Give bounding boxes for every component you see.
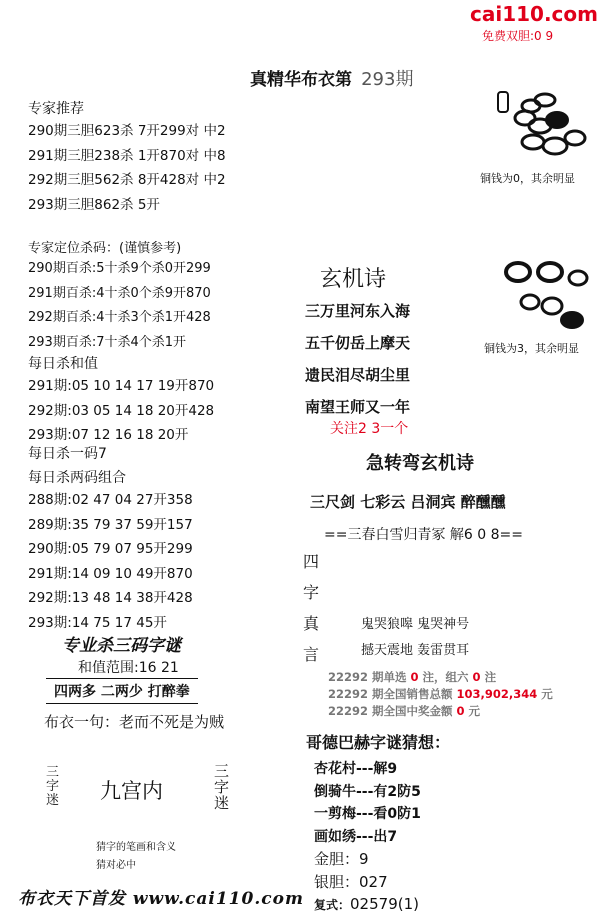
stats-text: 22292 期全国中奖金额 (328, 704, 457, 718)
riddle3-title: 专业杀三码字谜 (62, 636, 181, 656)
label-char: 真 (303, 614, 320, 633)
stats-value: 0 (456, 704, 465, 718)
list-item: 291期三胆238杀 1开870对 中8 (28, 147, 226, 164)
list-item: 291期:14 09 10 49开870 (28, 565, 193, 582)
poem-lines (305, 295, 410, 423)
list-item: 288期:02 47 04 27开358 (28, 492, 193, 508)
turn-title: 急转弯玄机诗 (366, 453, 474, 474)
left-riddle-label (46, 766, 60, 808)
list-item: 倒骑牛---有2防5 (314, 783, 421, 800)
list-item: 289期:35 79 37 59开157 (28, 516, 193, 533)
poem-follow: 关注2 3一个 (330, 421, 409, 437)
list-item: 画如绣---出7 (314, 828, 398, 845)
label-char: 字 (214, 778, 230, 796)
list-item: 290期:05 79 07 95开299 (28, 541, 193, 557)
stats-value: 103,902,344 (456, 687, 538, 701)
daily-one-heading: 每日杀一码7 (28, 446, 107, 462)
stats-text: 元 (464, 704, 481, 718)
combo-label: 复式： (314, 898, 351, 912)
list-item: 293期:14 75 17 45开 (28, 614, 167, 631)
list-item: 292期:13 48 14 38开428 (28, 590, 193, 606)
poem-line: 南望王师又一年 (305, 398, 411, 416)
poem-title: 玄机诗 (320, 267, 387, 292)
ninegrid-note1: 猜字的笔画和含义 (96, 842, 176, 853)
daily-pair-list (28, 488, 193, 635)
coins-image-top (495, 82, 590, 162)
list-item: 291期:05 10 14 17 19开870 (28, 378, 215, 394)
four-phrase-1: 鬼哭狼嗥 鬼哭神号 (361, 617, 470, 632)
label-char: 三 (46, 765, 60, 780)
coin-caption-1: 铜钱为0，其余明显 (480, 172, 575, 185)
stats-text: 22292 期单选 (328, 670, 411, 684)
list-item: 292期三胆562杀 8开428对 中2 (28, 172, 226, 188)
label-char: 迷 (214, 794, 230, 812)
coins-image-bottom (500, 260, 590, 335)
gold-pick: 金胆：9 (314, 850, 369, 868)
gede-title: 哥德巴赫字谜猜想： (306, 733, 451, 752)
list-item: 292期百杀:4十杀3个杀1开428 (28, 310, 211, 325)
stats-text: 22292 期全国销售总额 (328, 687, 457, 701)
ninegrid-note2: 猜对必中 (96, 860, 136, 871)
stats-line-2 (328, 686, 553, 702)
label-char: 四 (303, 552, 320, 571)
footer-text: 布衣天下首发 www.cai110.com (18, 889, 304, 909)
label-char: 迷 (46, 793, 60, 808)
gede-list (314, 758, 421, 917)
daily-sum-heading: 每日杀和值 (28, 356, 98, 372)
stats-text: 注 (480, 670, 497, 684)
buyi-saying: 布衣一句：老而不死是为贼 (44, 713, 225, 731)
list-item: 290期三胆623杀 7开299对 中2 (28, 123, 226, 139)
ninegrid-main: 九宫内 (100, 779, 163, 803)
turn-line-1: 三尺剑 七彩云 吕洞宾 醉醺醺 (310, 493, 506, 511)
coin-caption-2: 铜钱为3，其余明显 (484, 342, 579, 355)
label-char: 字 (303, 583, 320, 602)
site-tagline: 免费双胆:0 9 (482, 29, 554, 43)
list-item: 293期百杀:7十杀4个杀1开 (28, 334, 187, 350)
list-item: 293期三胆862杀 5开 (28, 196, 160, 213)
list-item: 290期百杀:5十杀9个杀0开299 (28, 261, 211, 276)
poem-line: 三万里河东入海 (305, 302, 411, 320)
combo-pick (314, 893, 421, 917)
list-item: 293期:07 12 16 18 20开 (28, 427, 189, 443)
issue-number: 293期 (361, 69, 414, 90)
title-text: 真精华布衣第 (250, 70, 352, 90)
list-item: 一剪梅---看0防1 (314, 806, 421, 822)
right-riddle-label (214, 763, 230, 811)
riddle3-hint: 四两多 二两少 打醉拳 (46, 678, 198, 704)
label-char: 言 (303, 645, 320, 664)
label-char: 字 (46, 779, 60, 794)
label-char: 三 (214, 762, 230, 780)
positional-heading: 专家定位杀码：(谨慎参考) (28, 241, 182, 256)
page-title (250, 65, 413, 91)
silver-pick: 银胆：027 (314, 872, 388, 891)
four-label (303, 546, 323, 670)
daily-sum-list (28, 374, 214, 448)
combo-value: 02579(1) (350, 895, 419, 913)
expert-heading: 专家推荐 (28, 101, 84, 117)
stats-value: 0 (410, 670, 419, 684)
list-item: 291期百杀:4十杀0个杀9开870 (28, 285, 211, 301)
turn-line-2: ==三春白雪归青冢 解6 0 8== (324, 527, 523, 543)
poem-line: 五千仞岳上摩天 (305, 334, 411, 352)
stats-value: 0 (472, 670, 481, 684)
expert-list (28, 119, 226, 217)
positional-list (28, 257, 211, 355)
riddle3-range: 和值范围:16 21 (78, 660, 179, 676)
stats-text: 注，组六 (418, 670, 473, 684)
daily-pair-heading: 每日杀两码组合 (28, 470, 126, 486)
list-item: 杏花村---解9 (314, 761, 398, 777)
stats-line-1 (328, 669, 496, 685)
poem-line: 遗民泪尽胡尘里 (305, 366, 411, 384)
list-item: 292期:03 05 14 18 20开428 (28, 402, 215, 419)
site-logo[interactable]: cai110.com (470, 2, 598, 26)
stats-text: 元 (537, 687, 553, 701)
stats-line-3 (328, 703, 480, 719)
four-phrase-2: 撼天震地 轰雷贯耳 (361, 643, 470, 658)
